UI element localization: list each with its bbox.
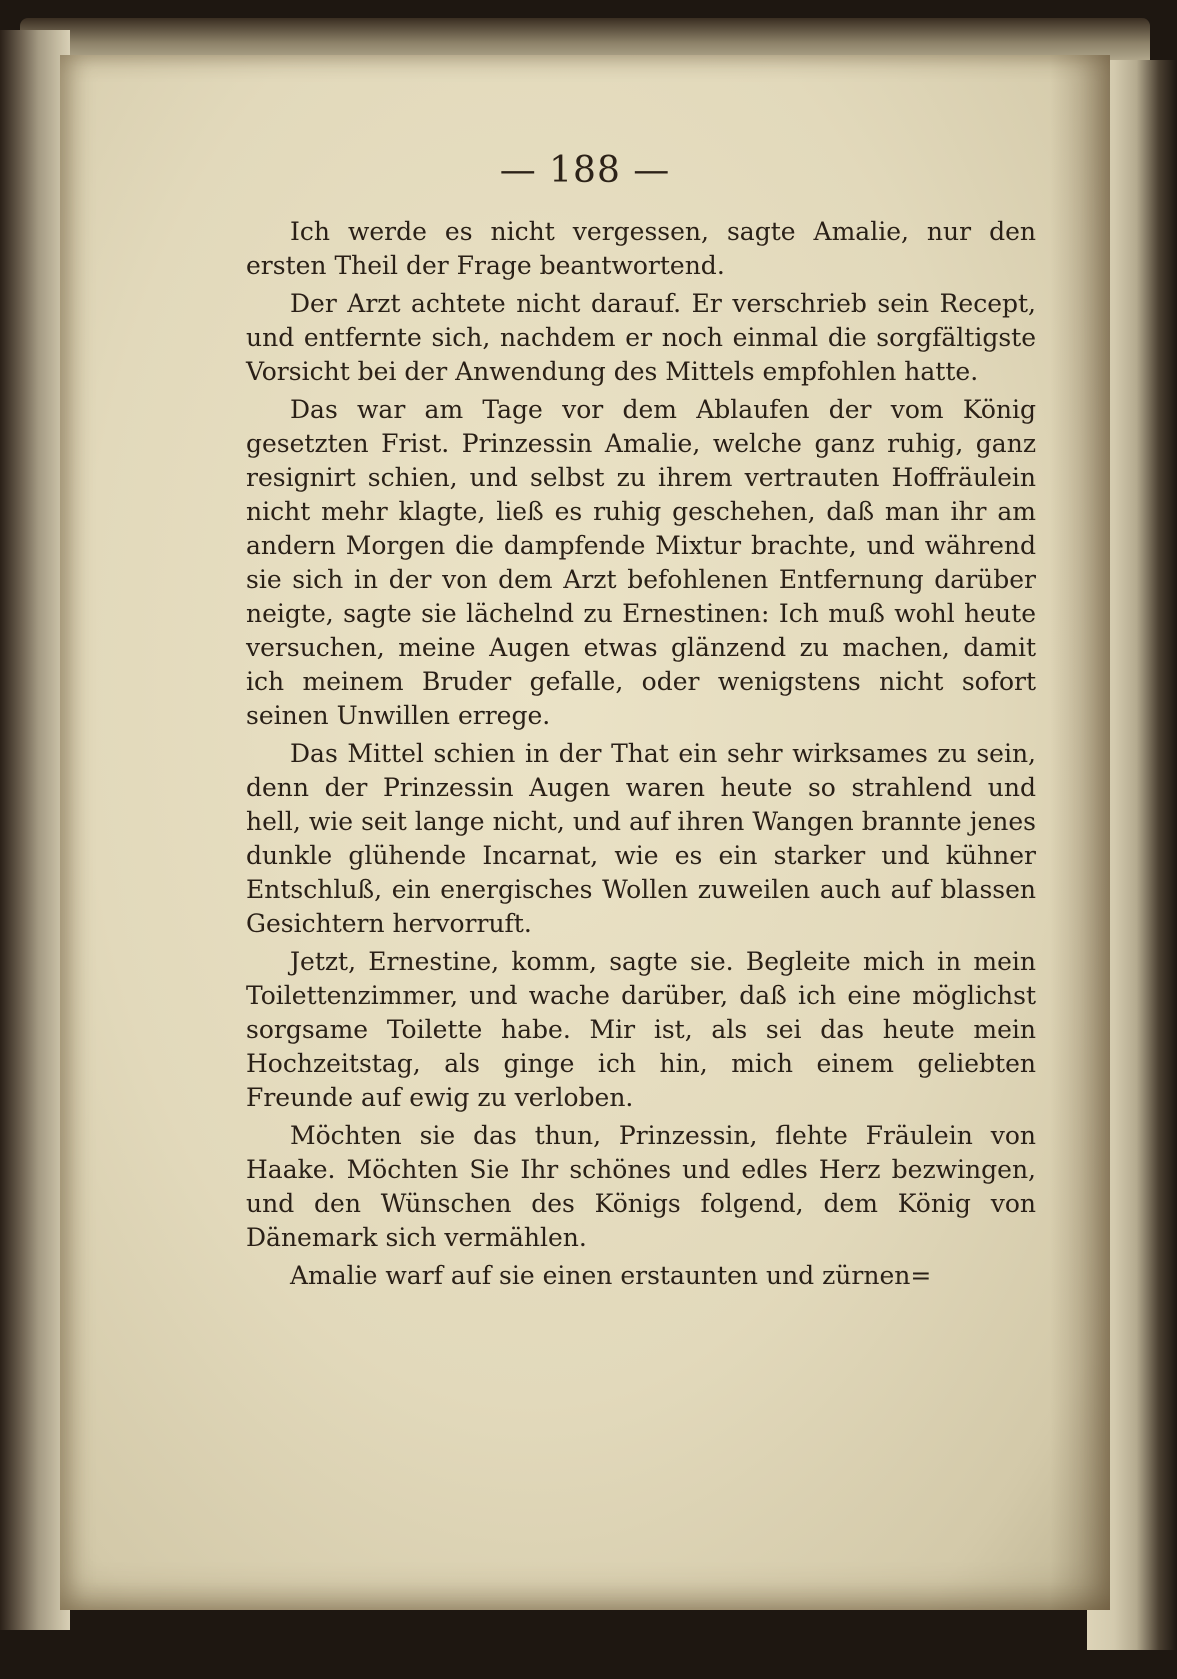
page-number: — 188 —	[499, 150, 671, 191]
paragraph: Amalie warf auf sie einen erstaunten und zürnen=	[290, 1261, 932, 1290]
paragraph: Das Mittel schien in der That ein sehr wirksames zu sein, denn der Prinzessin Augen waren heute so strahlend und hell, wie seit lange nicht, und auf ihren Wangen brannte jenes dunkle glühende Incarnat, wie es ein starker und kühner Entschluß, ein energisches Wollen zuweilen auch auf blassen Gesichtern hervorruft.	[246, 739, 1036, 938]
page-text	[246, 215, 1036, 1297]
paragraph: Der Arzt achtete nicht darauf. Er verschrieb sein Recept, und entfernte sich, nachdem er noch einmal die sorgfältigste Vorsicht bei der Anwendung des Mittels empfohlen hatte.	[246, 289, 1036, 386]
paragraph: Das war am Tage vor dem Ablaufen der vom König gesetzten Frist. Prinzessin Amalie, welche ganz ruhig, ganz resignirt schien, und selbst zu ihrem vertrauten Hoffräulein nicht mehr klagte, ließ es ruhig geschehen, daß man ihr am andern Morgen die dampfende Mixtur brachte, und während sie sich in der von dem Arzt befohlenen Entfernung darüber neigte, sagte sie lächelnd zu Ernestinen: Ich muß wohl heute versuchen, meine Augen etwas glänzend zu machen, damit ich meinem Bruder gefalle, oder wenigstens nicht sofort seinen Unwillen errege.	[246, 395, 1036, 730]
paragraph: Ich werde es nicht vergessen, sagte Amalie, nur den ersten Theil der Frage beantwortend.	[246, 217, 1036, 280]
paragraph: Jetzt, Ernestine, komm, sagte sie. Begleite mich in mein Toilettenzimmer, und wache darüber, daß ich eine möglichst sorgsame Toilette habe. Mir ist, als sei das heute mein Hochzeitstag, als ginge ich hin, mich einem geliebten Freunde auf ewig zu verloben.	[246, 947, 1036, 1112]
page-gutter-shadow	[1050, 55, 1110, 1610]
book-page	[60, 55, 1110, 1610]
paragraph: Möchten sie das thun, Prinzessin, flehte Fräulein von Haake. Möchten Sie Ihr schönes und edles Herz bezwingen, und den Wünschen des Königs folgend, dem König von Dänemark sich vermählen.	[246, 1121, 1036, 1252]
